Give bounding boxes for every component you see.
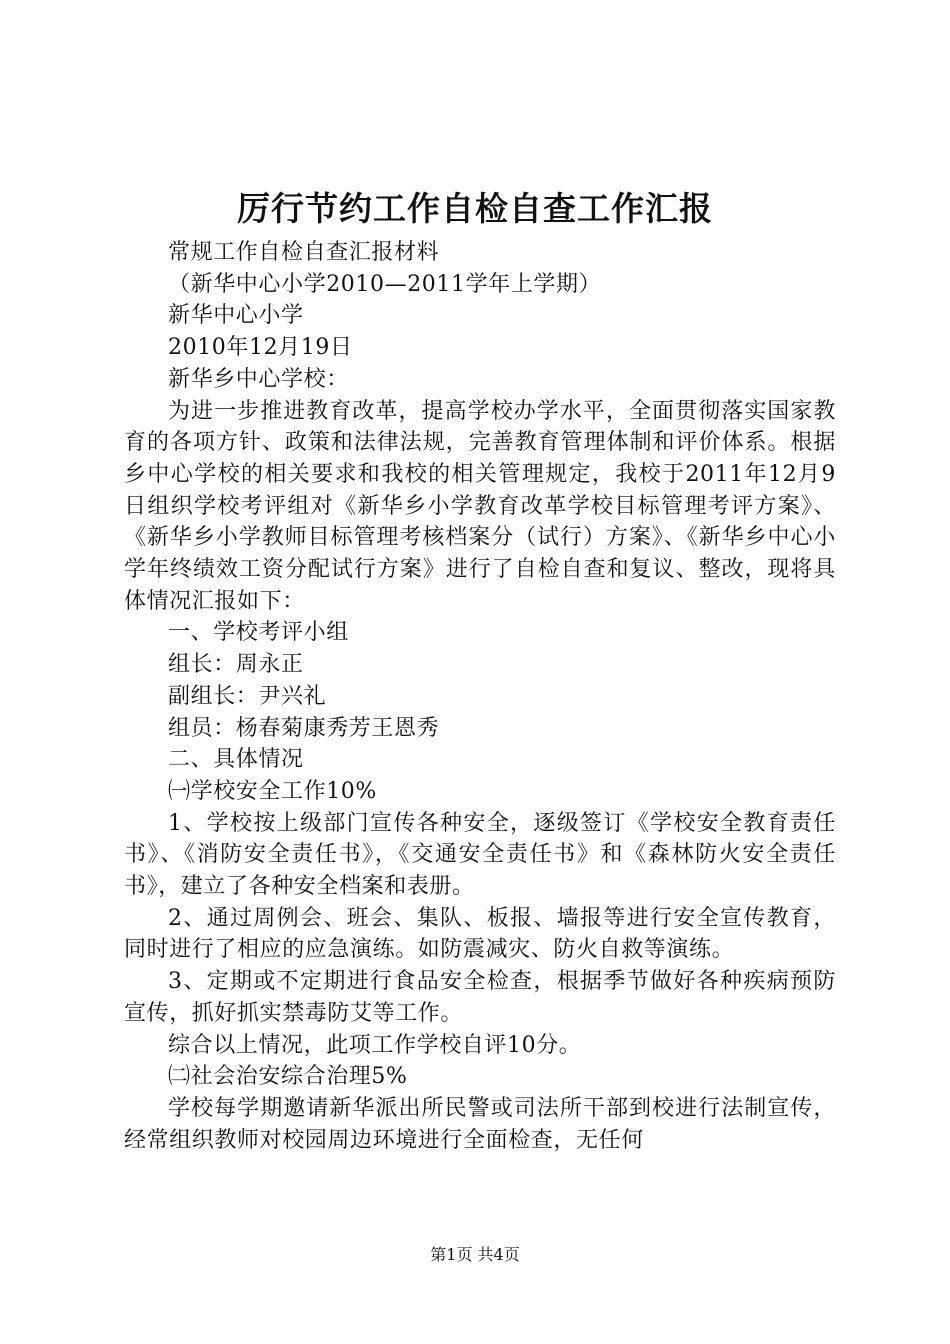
paragraph: 常规工作自检自查汇报材料 — [168, 240, 440, 265]
paragraph: 副组长：尹兴礼 — [168, 683, 327, 709]
paragraph: 3、定期或不定期进行食品安全检查，根据季节做好各种疾病预防宣传，抓好抓实禁毒防艾等工作。 — [124, 969, 836, 1026]
paragraph: 2、通过周例会、班会、集队、板报、墙报等进行安全宣传教育，同时进行了相应的应急演练。如防震减灾、防火自救等演练。 — [124, 905, 836, 963]
page-number-footer: 第1页 共4页 — [430, 1245, 520, 1264]
paragraph: 2010年12月19日 — [168, 335, 353, 361]
paragraph: ㈠学校安全工作10% — [168, 778, 377, 804]
paragraph: 学校每学期邀请新华派出所民警或司法所干部到校进行法制宣传，经常组织教师对校园周边环境进行全面检查，无任何 — [124, 1095, 836, 1153]
paragraph: 为进一步推进教育改革，提高学校办学水平，全面贯彻落实国家教育的各项方针、政策和法律法规，完善教育管理体制和评价体系。根据乡中心学校的相关要求和我校的相关管理规定，我校于2011年12月9日组织学校考评组对《新华乡小学教育改革学校目标管理考评方案》、《新华乡小学教师目标管理考核档案分（试行）方案》、《新华乡中心小学年终绩效工资分配试行方案》进行了自检自查和复议、整改，现将具体情况汇报如下： — [124, 398, 836, 614]
paragraph: ㈡社会治安综合治理5% — [168, 1064, 408, 1090]
paragraph: （新华中心小学2010—2011学年上学期） — [168, 271, 602, 297]
paragraph: 1、学校按上级部门宣传各种安全，逐级签订《学校安全教育责任书》、《消防安全责任书》，《交通安全责任书》和《森林防火安全责任书》，建立了各种安全档案和表册。 — [124, 810, 836, 900]
paragraph: 新华乡中心学校： — [168, 366, 349, 392]
paragraph: 一、学校考评小组 — [168, 620, 349, 646]
document-title: 厉行节约工作自检自查工作汇报 — [237, 189, 713, 228]
paragraph: 二、具体情况 — [168, 747, 304, 773]
document-body — [124, 237, 836, 1156]
paragraph: 组长：周永正 — [168, 652, 304, 678]
paragraph: 组员：杨春菊康秀芳王恩秀 — [168, 715, 440, 741]
paragraph: 综合以上情况，此项工作学校自评10分。 — [168, 1032, 582, 1058]
paragraph: 新华中心小学 — [168, 303, 304, 329]
